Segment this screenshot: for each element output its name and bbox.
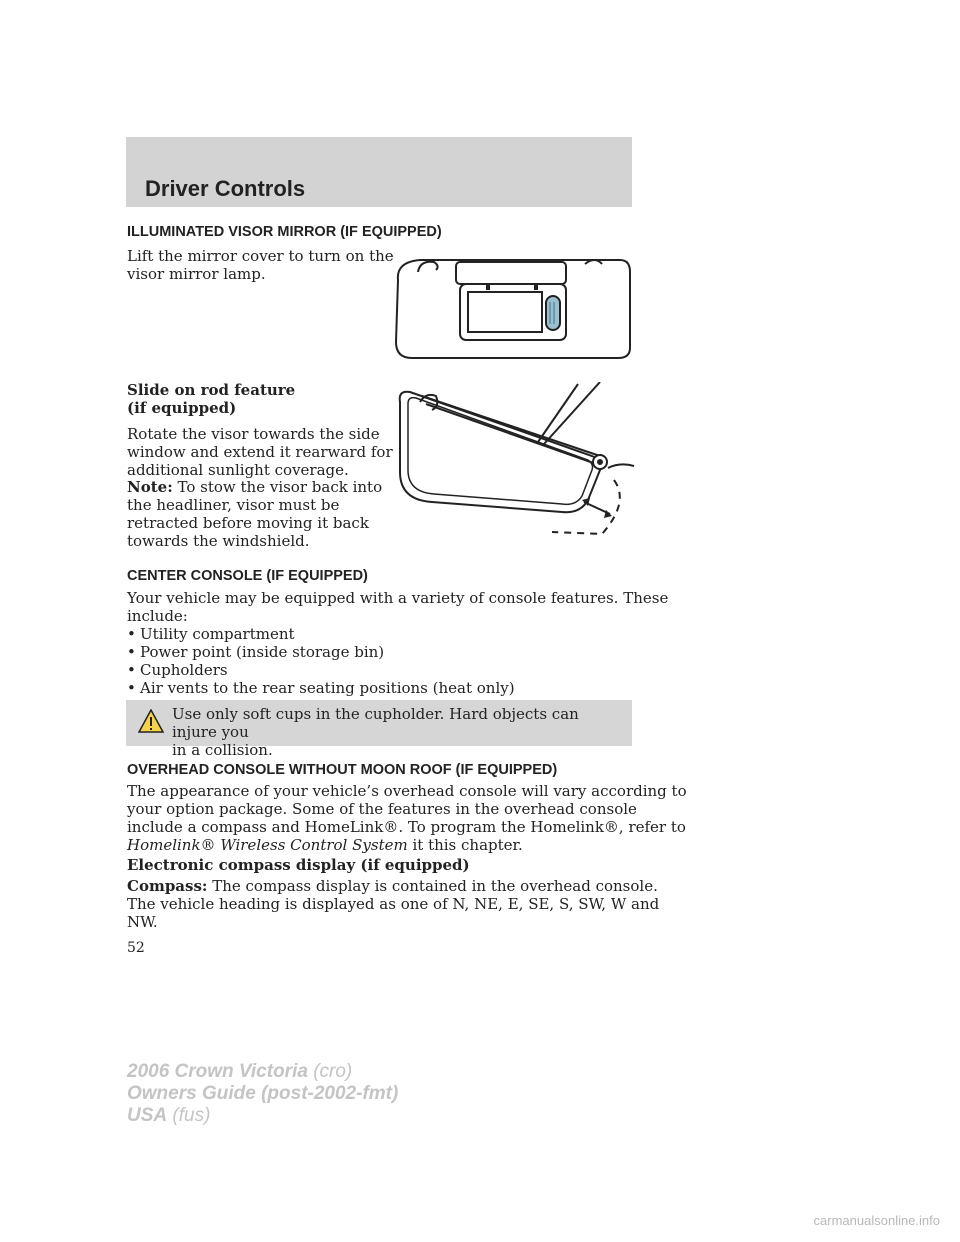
- visor-mirror-text: Lift the mirror cover to turn on the visor mirror lamp.: [127, 247, 394, 283]
- center-console-heading: CENTER CONSOLE (IF EQUIPPED): [127, 568, 368, 584]
- watermark[interactable]: carmanualsonline.info: [813, 1213, 940, 1228]
- page-number: 52: [127, 940, 145, 956]
- list-item: • Utility compartment: [127, 625, 295, 643]
- overhead-console-heading: OVERHEAD CONSOLE WITHOUT MOON ROOF (IF EQUIPPED): [127, 762, 558, 778]
- overhead-console-text: The appearance of your vehicle’s overhead console will vary according to your option package. Some of the features in the overhead console include a compass and HomeLink®. To program the Homelink®, refer to Homelink® Wireless Control System it this chapter.: [127, 782, 687, 854]
- compass-text: Compass: The compass display is contained in the overhead console. The vehicle heading is displayed as one of N, NE, E, SE, S, SW, W and NW.: [127, 877, 660, 931]
- warning-text: Use only soft cups in the cupholder. Hard objects can injure you in a collision.: [172, 705, 579, 759]
- center-console-intro: Your vehicle may be equipped with a variety of console features. These include:: [127, 589, 669, 625]
- warning-triangle-icon: [138, 709, 164, 733]
- slide-rod-illustration: [392, 382, 637, 542]
- compass-subheading: Electronic compass display (if equipped): [127, 856, 470, 874]
- document-footer: 2006 Crown Victoria (cro) Owners Guide (post-2002-fmt) USA (fus): [127, 1061, 399, 1126]
- slide-rod-text: Rotate the visor towards the side window and extend it rearward for additional sunlight coverage.: [127, 425, 393, 479]
- chapter-title: Driver Controls: [145, 176, 306, 201]
- list-item: • Air vents to the rear seating positions (heat only): [127, 679, 515, 697]
- list-item: • Power point (inside storage bin): [127, 643, 385, 661]
- visor-mirror-illustration: [390, 250, 635, 366]
- slide-rod-title: Slide on rod feature (if equipped): [127, 381, 296, 417]
- visor-mirror-heading: ILLUMINATED VISOR MIRROR (IF EQUIPPED): [127, 224, 442, 240]
- slide-rod-note: Note: To stow the visor back into the headliner, visor must be retracted before moving it back towards the windshield.: [127, 478, 383, 550]
- list-item: • Cupholders: [127, 661, 228, 679]
